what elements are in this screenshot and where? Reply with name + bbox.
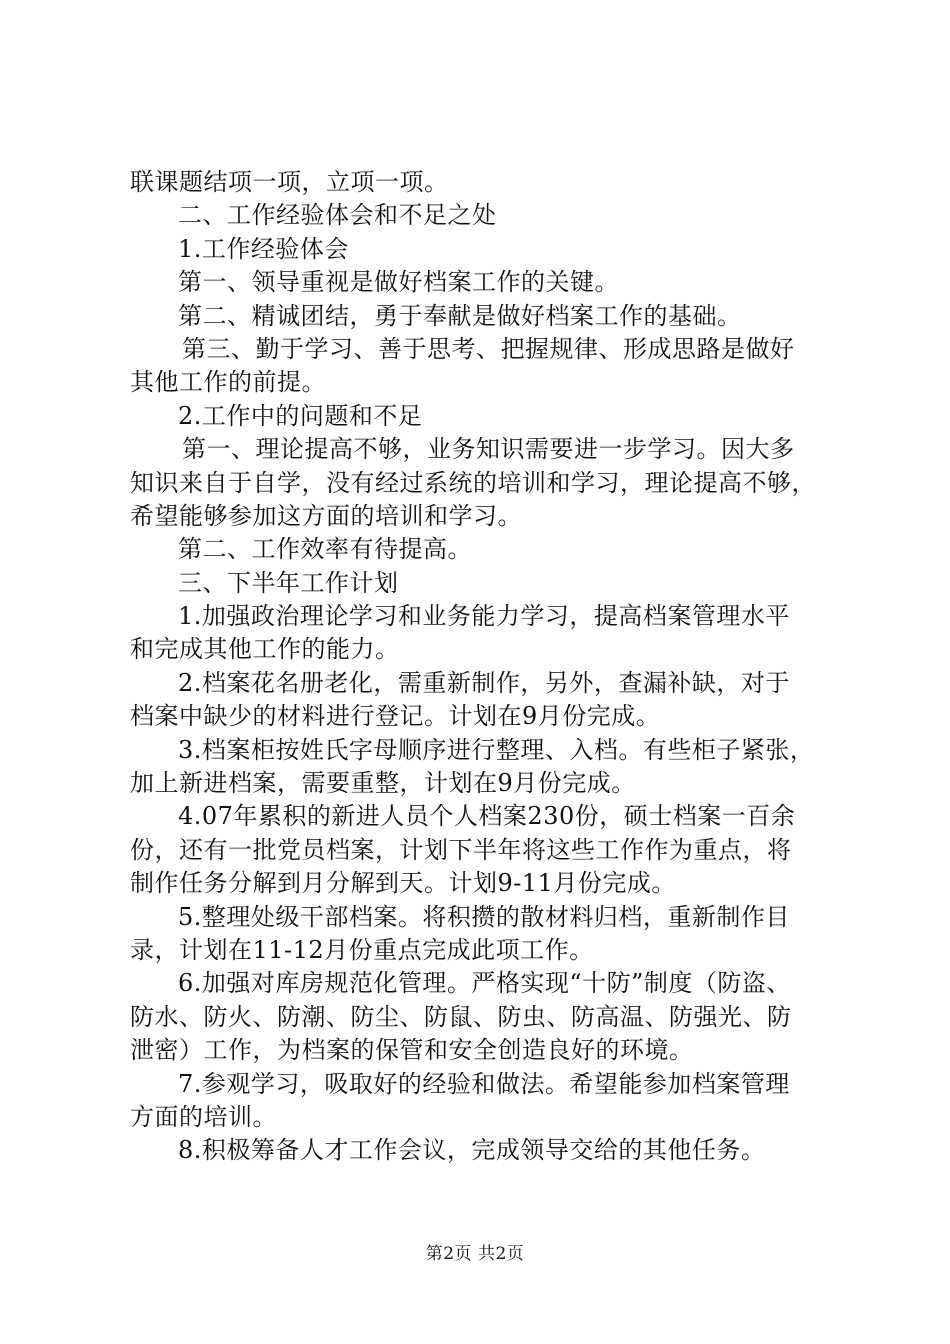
list-item-continuation: 方面的培训。 [130, 1102, 277, 1131]
subsection-heading: 2.工作中的问题和不足 [178, 401, 423, 430]
body-line: 其他工作的前提。 [130, 368, 326, 397]
list-item: 5.整理处级干部档案。将积攒的散材料归档，重新制作目 [178, 902, 790, 931]
body-line: 联课题结项一项，立项一项。 [130, 168, 449, 196]
list-item-continuation: 录，计划在11-12月份重点完成此项工作。 [130, 935, 594, 964]
list-item-continuation: 和完成其他工作的能力。 [130, 635, 400, 664]
body-line: 第一、理论提高不够，业务知识需要进一步学习。因大多 [182, 435, 795, 464]
list-item: 6.加强对库房规范化管理。严格实现“十防”制度（防盗、 [178, 969, 791, 998]
section-heading: 二、工作经验体会和不足之处 [178, 201, 497, 230]
list-item-continuation: 份，还有一批党员档案，计划下半年将这些工作作为重点，将 [130, 835, 792, 864]
list-item-continuation: 泄密）工作，为档案的保管和安全创造良好的环境。 [130, 1036, 694, 1065]
document-body [130, 166, 830, 1168]
body-line: 第二、精诚团结，勇于奉献是做好档案工作的基础。 [178, 301, 742, 330]
subsection-heading: 1.工作经验体会 [178, 234, 349, 263]
body-line: 第三、勤于学习、善于思考、把握规律、形成思路是做好 [182, 334, 795, 363]
list-item-continuation: 防水、防火、防潮、防尘、防鼠、防虫、防高温、防强光、防 [130, 1002, 792, 1031]
list-item: 8.积极筹备人才工作会议，完成领导交给的其他任务。 [178, 1136, 766, 1165]
body-line: 希望能够参加这方面的培训和学习。 [130, 501, 522, 530]
page-footer [0, 1243, 950, 1265]
list-item-continuation: 档案中缺少的材料进行登记。计划在9月份完成。 [130, 702, 661, 731]
body-line: 知识来自于自学，没有经过系统的培训和学习，理论提高不够， [130, 468, 816, 497]
list-item: 3.档案柜按姓氏字母顺序进行整理、入档。有些柜子紧张， [178, 735, 815, 764]
page-number-label: 第2页 共2页 [425, 1244, 525, 1264]
list-item: 7.参观学习，吸取好的经验和做法。希望能参加档案管理 [178, 1069, 790, 1098]
body-line: 第二、工作效率有待提高。 [178, 535, 472, 564]
list-item-continuation: 制作任务分解到月分解到天。计划9-11月份完成。 [130, 869, 676, 898]
list-item: 1.加强政治理论学习和业务能力学习，提高档案管理水平 [178, 602, 790, 631]
list-item: 2.档案花名册老化，需重新制作，另外，查漏补缺，对于 [178, 668, 790, 697]
list-item: 4.07年累积的新进人员个人档案230份，硕士档案一百余 [178, 802, 796, 831]
body-line: 第一、领导重视是做好档案工作的关键。 [178, 268, 619, 297]
list-item-continuation: 加上新进档案，需要重整，计划在9月份完成。 [130, 769, 636, 798]
section-heading: 三、下半年工作计划 [178, 568, 399, 597]
